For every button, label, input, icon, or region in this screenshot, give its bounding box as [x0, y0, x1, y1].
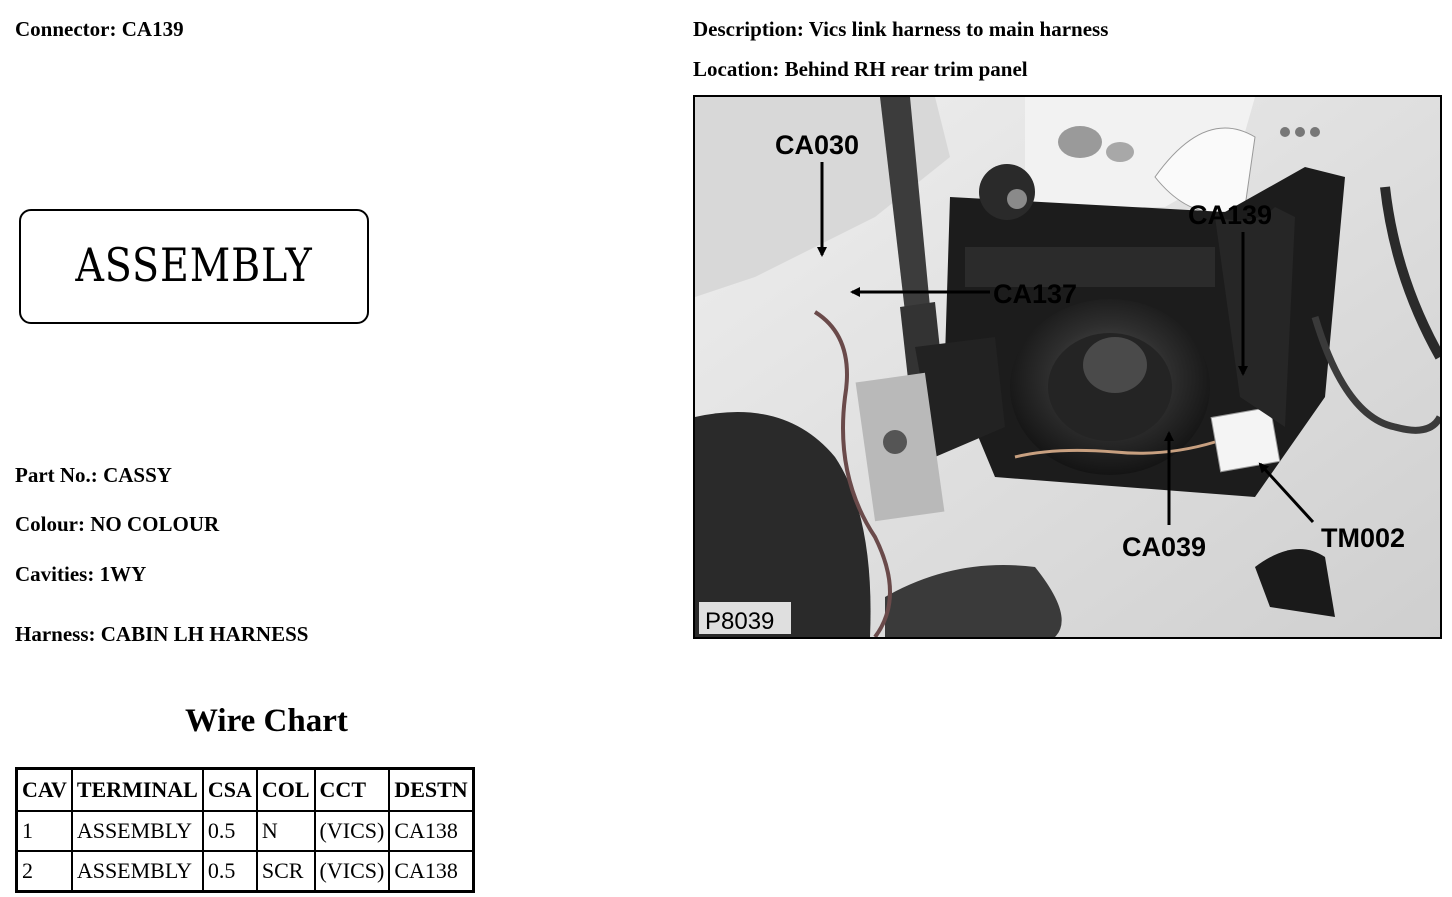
cell-col: N — [257, 811, 315, 851]
harness-field — [15, 624, 308, 645]
callout-label: CA139 — [1188, 200, 1273, 230]
part-no-field — [15, 465, 172, 486]
callout-label: CA030 — [775, 130, 860, 160]
header-cav: CAV — [17, 769, 72, 812]
photo-code: P8039 — [705, 608, 775, 635]
table-row — [17, 851, 474, 892]
description-value: Vics link harness to main harness — [808, 17, 1109, 41]
location-value: Behind RH rear trim panel — [784, 57, 1028, 81]
harness-value: CABIN LH HARNESS — [100, 622, 309, 646]
wire-chart-title: Wire Chart — [185, 703, 348, 739]
table-header-row — [17, 769, 474, 812]
cavities-value: 1WY — [99, 562, 147, 586]
colour-field — [15, 514, 219, 535]
cell-terminal: ASSEMBLY — [72, 811, 203, 851]
cell-cav: 2 — [17, 851, 72, 892]
colour-value: NO COLOUR — [90, 512, 220, 536]
header-terminal: TERMINAL — [72, 769, 203, 812]
callout-label: TM002 — [1321, 523, 1406, 553]
connector-label: Connector: — [15, 17, 117, 41]
location-photo-drawing — [695, 97, 1440, 637]
cell-destn: CA138 — [389, 811, 473, 851]
cell-cav: 1 — [17, 811, 72, 851]
location-photo — [693, 95, 1442, 639]
part-no-label: Part No.: — [15, 463, 98, 487]
cell-col: SCR — [257, 851, 315, 892]
header-cct: CCT — [315, 769, 390, 812]
cell-cct: (VICS) — [315, 851, 390, 892]
cavities-label: Cavities: — [15, 562, 95, 586]
connector-image-text: ASSEMBLY — [75, 237, 313, 292]
connector-image — [19, 209, 369, 324]
header-csa: CSA — [203, 769, 257, 812]
wire-chart-table — [15, 767, 475, 893]
header-col: COL — [257, 769, 315, 812]
description-label: Description: — [693, 17, 804, 41]
cell-terminal: ASSEMBLY — [72, 851, 203, 892]
part-no-value: CASSY — [103, 463, 172, 487]
header-destn: DESTN — [389, 769, 473, 812]
cavities-field — [15, 564, 146, 585]
colour-label: Colour: — [15, 512, 85, 536]
cell-destn: CA138 — [389, 851, 473, 892]
table-row — [17, 811, 474, 851]
connector-value: CA139 — [121, 17, 184, 41]
location-field — [693, 59, 1028, 80]
callout-label: CA137 — [993, 279, 1078, 309]
connector-field — [15, 19, 184, 40]
cell-cct: (VICS) — [315, 811, 390, 851]
cell-csa: 0.5 — [203, 811, 257, 851]
callout-label: CA039 — [1122, 532, 1207, 562]
cell-csa: 0.5 — [203, 851, 257, 892]
harness-label: Harness: — [15, 622, 96, 646]
location-label: Location: — [693, 57, 780, 81]
description-field — [693, 19, 1108, 40]
